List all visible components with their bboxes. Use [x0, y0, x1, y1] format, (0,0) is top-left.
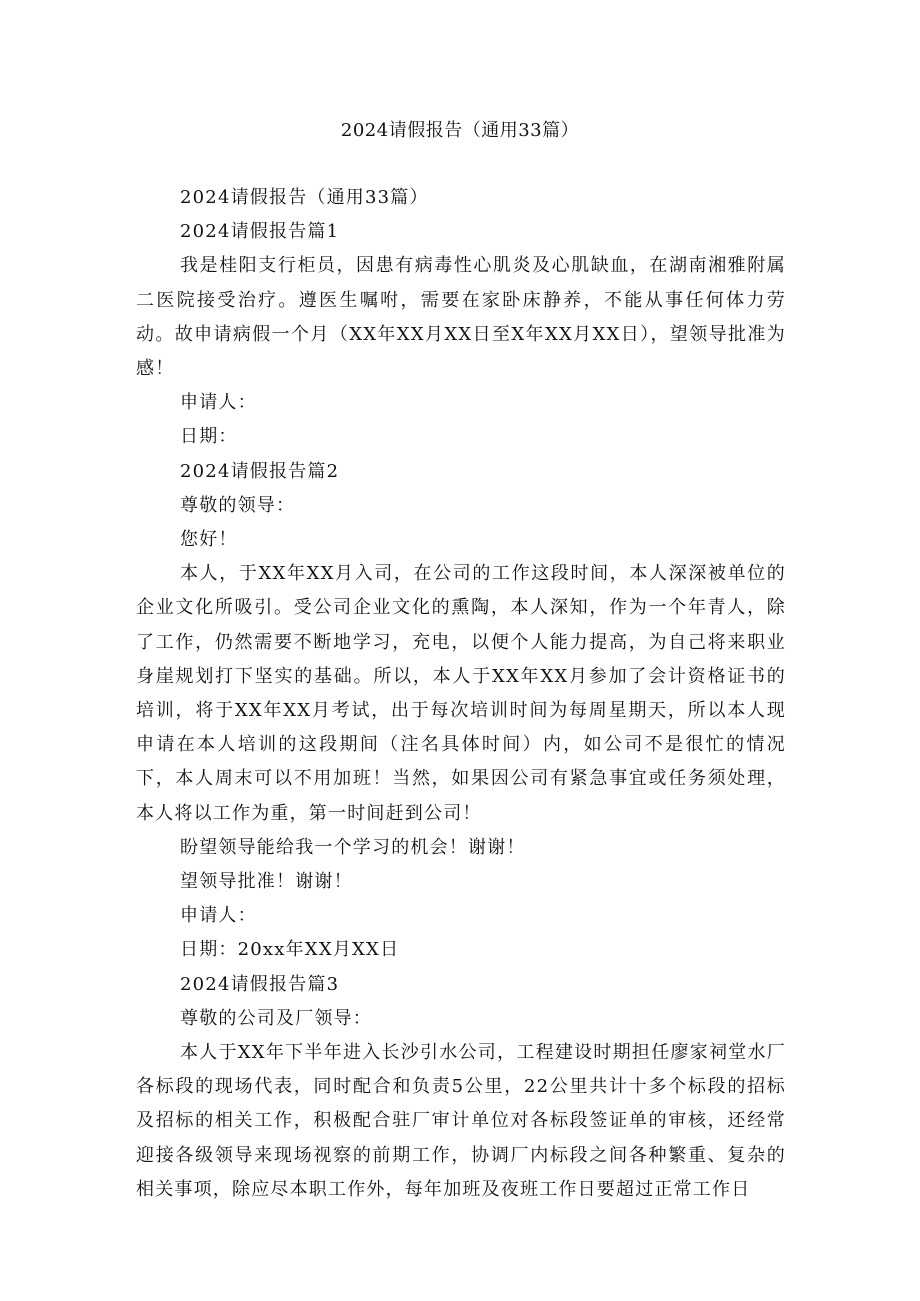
- date-label: 日期：: [180, 426, 238, 448]
- paragraph-body: 望领导批准！谢谢！: [180, 871, 353, 893]
- section-heading-3: 2024请假报告篇3: [180, 973, 340, 995]
- document-body: [136, 181, 786, 1207]
- paragraph-body: 本人于XX年下半年进入长沙引水公司，工程建设时期担任廖家祠堂水厂各标段的现场代表，同时配合和负责5公里，22公里共计十多个标段的招标及招标的相关工作，积极配合驻厂审计单位对各标段签证单的审核，还经常迎接各级领导来现场视察的前期工作，协调厂内标段之间各种繁重、复杂的相关事项，除应尽本职工作外，每年加班及夜班工作日要超过正常工作日: [136, 1042, 786, 1200]
- paragraph-body: 本人，于XX年XX月入司，在公司的工作这段时间，本人深深被单位的企业文化所吸引。受公司企业文化的熏陶，本人深知，作为一个年青人，除了工作，仍然需要不断地学习，充电，以便个人能力提高，为自己将来职业身崖规划打下坚实的基础。所以，本人于XX年XX月参加了会计资格证书的培训，将于XX年XX月考试，出于每次培训时间为每周星期天，所以本人现申请在本人培训的这段期间（注名具体时间）内，如公司不是很忙的情况下，本人周末可以不用加班！当然，如果因公司有紧急事宜或任务须处理，本人将以工作为重，第一时间赶到公司！: [136, 563, 786, 824]
- salutation: 尊敬的领导：: [180, 494, 296, 516]
- section-heading-1: 2024请假报告篇1: [180, 221, 340, 243]
- applicant-label: 申请人：: [180, 392, 257, 414]
- salutation: 尊敬的公司及厂领导：: [180, 1007, 372, 1029]
- paragraph-body: 盼望领导能给我一个学习的机会！谢谢！: [180, 836, 526, 858]
- greeting: 您好！: [180, 529, 238, 551]
- date-label: 日期：20xx年XX月XX日: [180, 939, 400, 961]
- paragraph-subtitle: 2024请假报告（通用33篇）: [180, 187, 429, 208]
- applicant-label: 申请人：: [180, 905, 257, 927]
- section-heading-2: 2024请假报告篇2: [180, 460, 340, 482]
- document-title: 2024请假报告（通用33篇）: [340, 120, 580, 141]
- paragraph-body: 我是桂阳支行柜员，因患有病毒性心肌炎及心肌缺血，在湖南湘雅附属二医院接受治疗。遵医生嘱咐，需要在家卧床静养，不能从事任何体力劳动。故申请病假一个月（XX年XX月XX日至X年XX月XX日），望领导批准为感！: [136, 255, 786, 380]
